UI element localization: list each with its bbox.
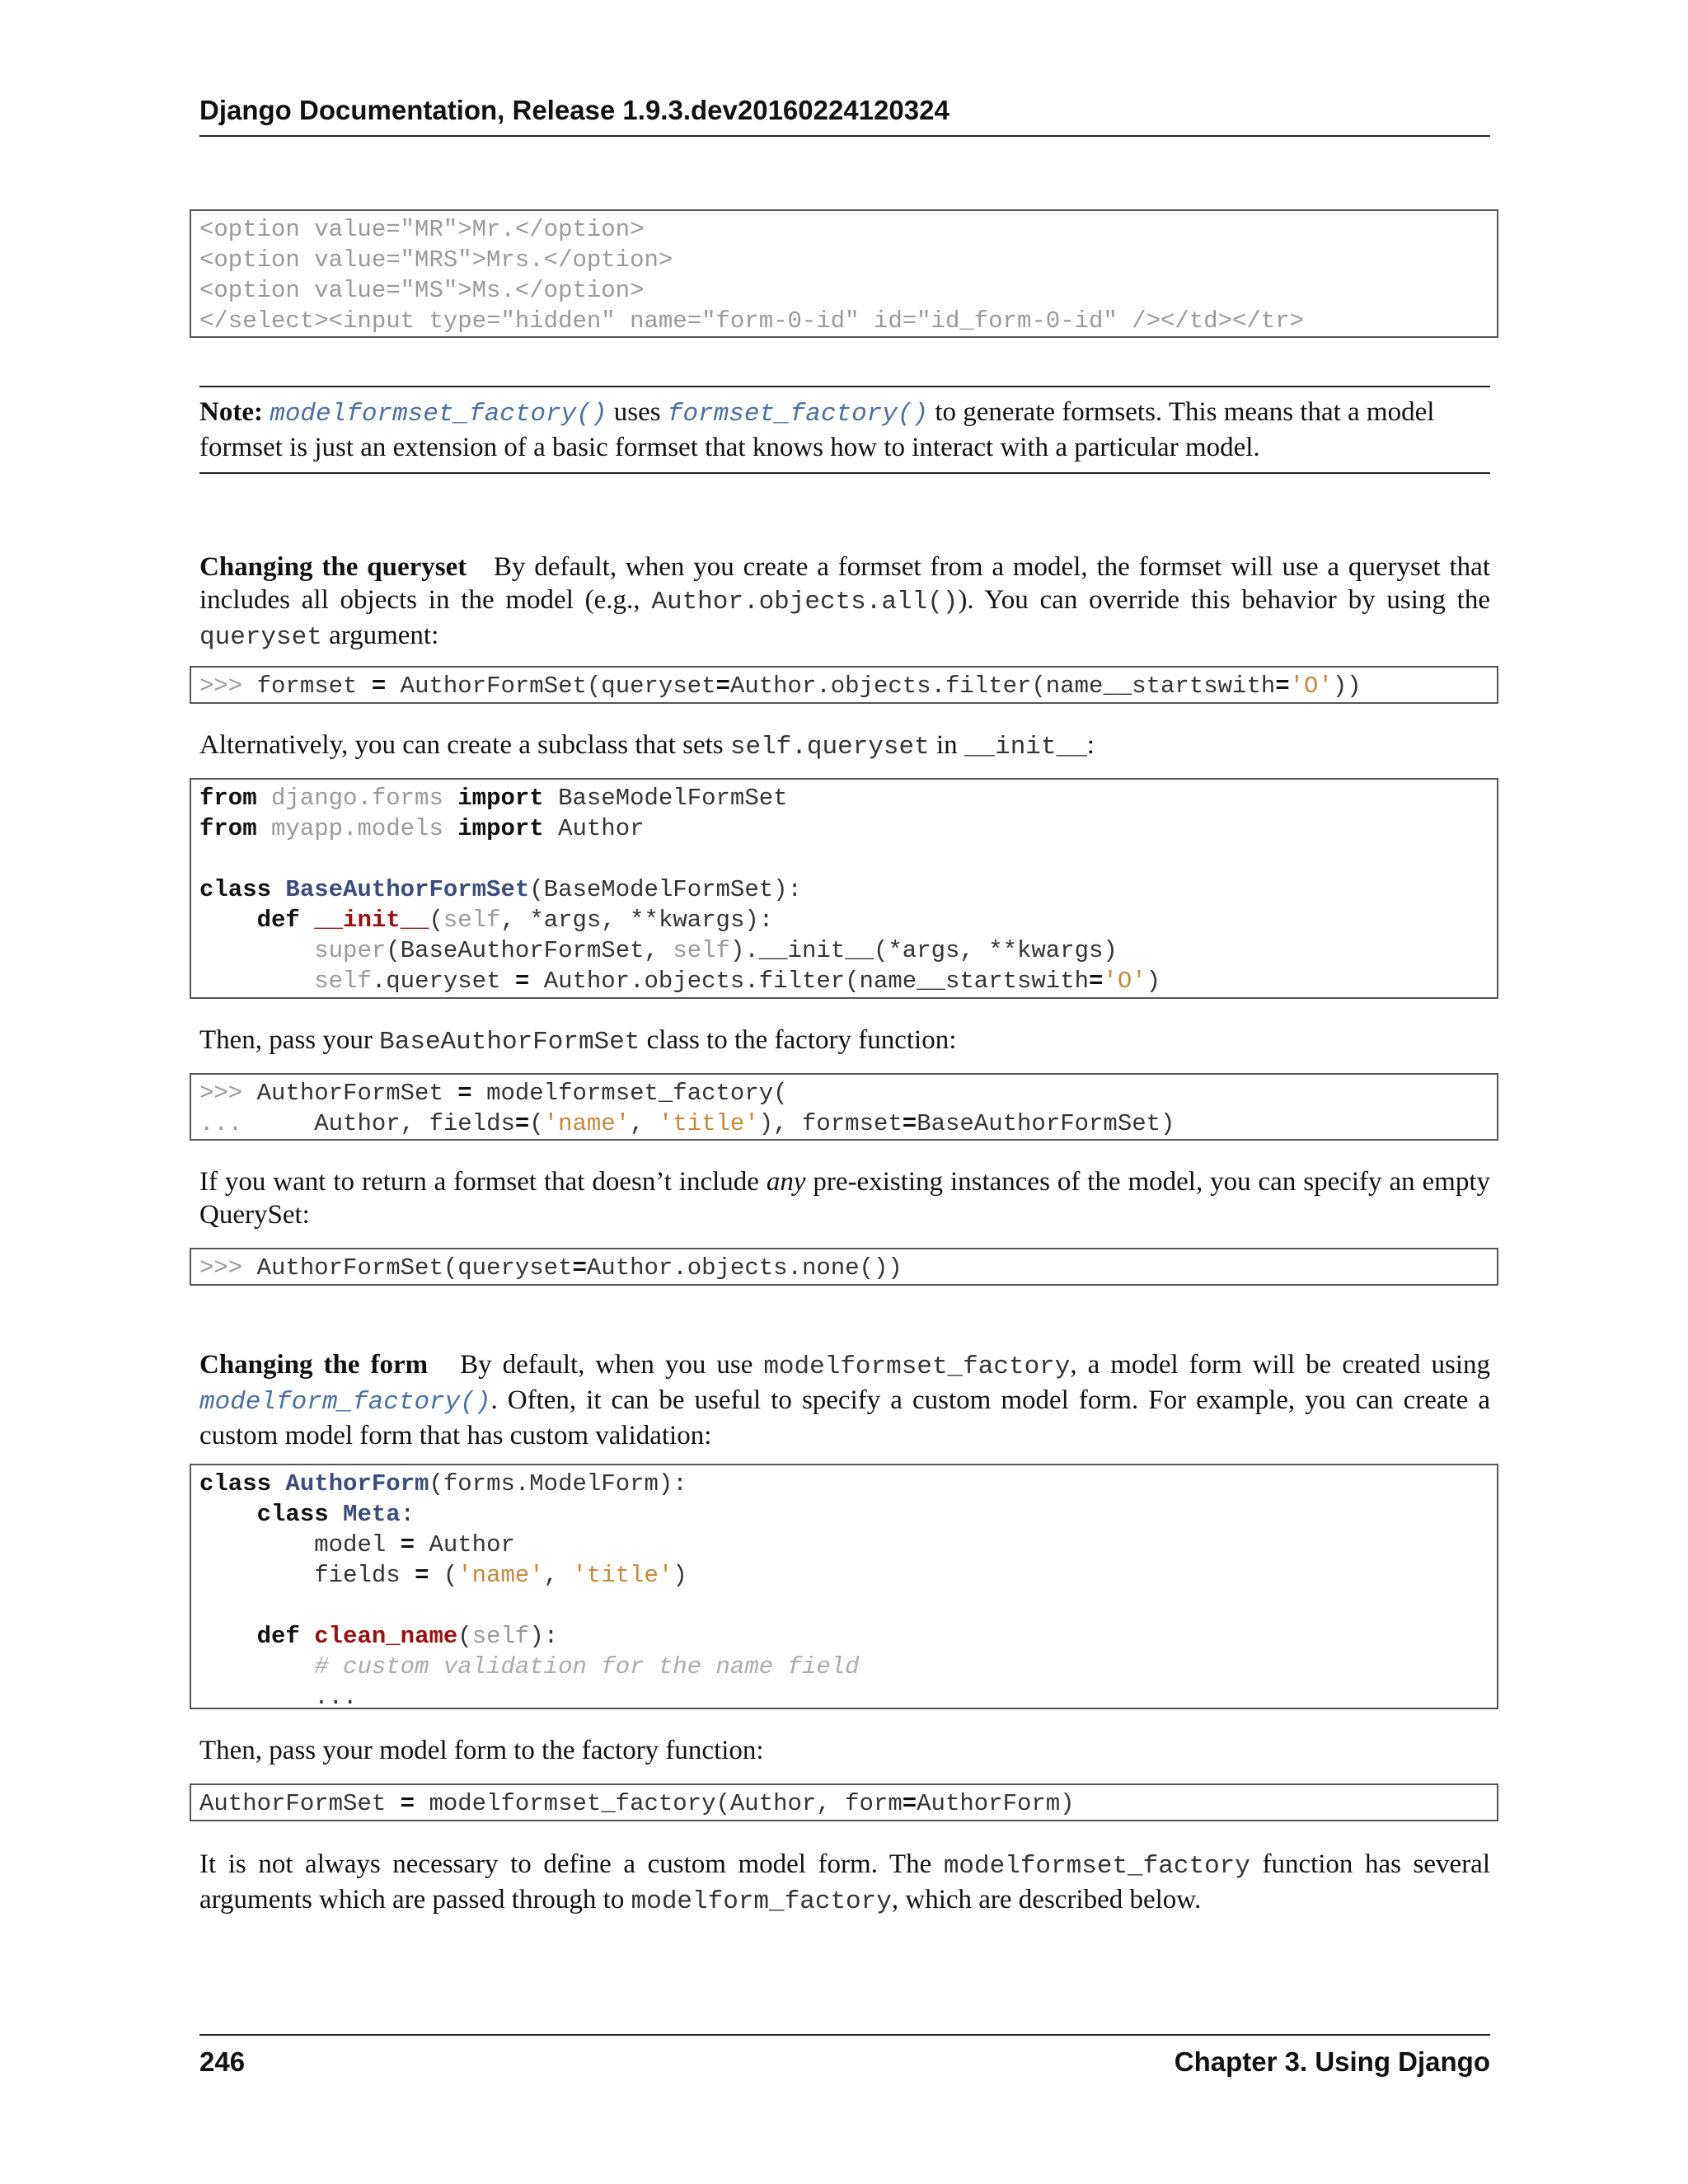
- link-formset-factory[interactable]: formset_factory(): [667, 400, 929, 429]
- string-literal: 'name': [543, 1110, 631, 1137]
- code-text: :: [400, 1501, 415, 1528]
- class-name: BaseAuthorFormSet: [285, 876, 530, 903]
- paragraph-text: ). You can override this behavior by using the: [958, 585, 1490, 615]
- inline-code: BaseAuthorFormSet: [379, 1028, 640, 1057]
- builtin: super: [314, 937, 387, 964]
- code-text: Author: [415, 1531, 515, 1558]
- code-text: (BaseModelFormSet):: [529, 876, 802, 903]
- keyword: from: [199, 785, 257, 812]
- operator: =: [371, 673, 387, 700]
- paragraph-changing-queryset: [199, 551, 1490, 654]
- paragraph-then-pass-class: [199, 1024, 1490, 1059]
- paragraph-not-necessary: [199, 1848, 1490, 1919]
- code-text: (BaseAuthorFormSet,: [386, 937, 673, 964]
- code-text: modelformset_factory(: [471, 1080, 788, 1107]
- code-text: ,: [543, 1562, 573, 1589]
- string-literal: 'O': [1289, 673, 1333, 700]
- string-literal: 'O': [1103, 968, 1146, 995]
- section-heading-form: Changing the form: [199, 1350, 429, 1380]
- paragraph-text: Then, pass your: [199, 1025, 380, 1055]
- code-text: Author.objects.filter(name__startswith: [529, 968, 1090, 995]
- code-line: </select><input type="hidden" name="form-0-id" id="id_form-0-id" /></td></tr>: [199, 307, 1305, 335]
- paragraph-text: function has several arguments which are passed through to: [199, 1849, 1491, 1915]
- code-text: ,: [630, 1110, 659, 1137]
- prompt: ...: [199, 1110, 315, 1137]
- code-text: fields: [314, 1562, 415, 1589]
- string-literal: 'name': [457, 1562, 544, 1589]
- function-name: __init__: [314, 907, 429, 934]
- code-block-author-form: [190, 1464, 1498, 1709]
- code-text: BaseModelFormSet: [543, 785, 788, 812]
- paragraph-text: , a model form will be created using: [1070, 1350, 1490, 1380]
- code-text: (: [429, 1562, 458, 1589]
- paragraph-text: By default, when you use: [460, 1350, 764, 1380]
- code-text: AuthorFormSet(queryset: [256, 1254, 573, 1282]
- string-literal: 'title': [658, 1110, 759, 1137]
- code-text: (: [429, 907, 443, 934]
- code-text: BaseAuthorFormSet): [917, 1110, 1175, 1137]
- inline-code: modelformset_factory: [763, 1352, 1071, 1381]
- code-text: AuthorFormSet: [256, 1080, 458, 1107]
- paragraph-then-pass-form: [199, 1734, 1490, 1767]
- paragraph-text: class to the factory function:: [640, 1025, 957, 1055]
- module-name: myapp.models: [256, 815, 458, 842]
- operator: =: [902, 1790, 917, 1817]
- code-text: ): [1146, 968, 1161, 995]
- code-text: Author.objects.filter(name__startswith: [729, 673, 1276, 700]
- inline-code: modelformset_factory: [943, 1852, 1250, 1881]
- paragraph-text: :: [1086, 730, 1095, 760]
- string-literal: 'title': [572, 1562, 673, 1589]
- page-number: 246: [199, 2046, 246, 2077]
- self-keyword: self: [673, 937, 730, 964]
- code-text: )): [1332, 673, 1362, 700]
- code-text: .queryset: [371, 968, 515, 995]
- code-block-factory-with-form: [190, 1783, 1498, 1821]
- paragraph-text: By default, when you create a formset from a model, the formset will use a queryset that includes all objects in the model (e.g.,: [199, 552, 1490, 615]
- code-block-queryset-none: [190, 1248, 1498, 1286]
- code-comment: # custom validation for the name field: [314, 1653, 860, 1680]
- inline-code: self.queryset: [729, 733, 930, 762]
- note-text: to generate formsets. This means that a model formset is just an extension of a basic formset that knows how to interact with a particular model.: [199, 397, 1435, 462]
- operator: =: [1089, 968, 1104, 995]
- code-text: modelformset_factory(Author, form: [415, 1790, 903, 1817]
- class-name: Meta: [343, 1501, 401, 1528]
- function-name: clean_name: [314, 1623, 458, 1650]
- code-text: ), formset: [758, 1110, 903, 1137]
- running-footer: [199, 2034, 1490, 2080]
- operator: =: [715, 673, 730, 700]
- paragraph-text: Alternatively, you can create a subclass that sets: [199, 730, 730, 760]
- operator: =: [457, 1080, 472, 1107]
- operator: =: [1275, 673, 1290, 700]
- code-text: AuthorFormSet(queryset: [386, 673, 716, 700]
- paragraph-text: pre-existing instances of the model, you can specify an empty QuerySet:: [199, 1167, 1490, 1230]
- class-name: AuthorForm: [285, 1470, 429, 1497]
- code-line: <option value="MS">Ms.</option>: [199, 277, 645, 304]
- code-text: (: [529, 1110, 544, 1137]
- operator: =: [902, 1110, 917, 1137]
- code-text: AuthorFormSet: [199, 1790, 401, 1817]
- code-text: , *args, **kwargs):: [500, 907, 774, 934]
- paragraph-text: , which are described below.: [891, 1885, 1202, 1915]
- keyword: class: [199, 876, 272, 903]
- inline-code: queryset: [199, 623, 322, 652]
- paragraph-text: in: [929, 730, 964, 760]
- code-line: <option value="MR">Mr.</option>: [199, 216, 645, 243]
- paragraph-changing-form: [199, 1348, 1490, 1452]
- code-text: formset: [256, 673, 372, 700]
- code-text: (forms.ModelForm):: [429, 1470, 687, 1497]
- code-text: model: [314, 1531, 401, 1558]
- operator: =: [514, 1110, 530, 1137]
- inline-code: __init__: [964, 733, 1087, 762]
- operator: =: [400, 1790, 415, 1817]
- code-text: Author.objects.none()): [586, 1254, 903, 1282]
- link-modelformset-factory[interactable]: modelformset_factory(): [270, 400, 607, 429]
- keyword: from: [199, 815, 257, 842]
- operator: =: [514, 968, 530, 995]
- self-keyword: self: [314, 968, 372, 995]
- emphasis: any: [766, 1167, 806, 1197]
- code-text: ): [673, 1562, 687, 1589]
- paragraph-text: It is not always necessary to define a custom model form. The: [199, 1849, 944, 1879]
- paragraph-text: . Often, it can be useful to specify a custom model form. For example, you can create a custom model form that has custom validation:: [199, 1385, 1490, 1451]
- paragraph-text: argument:: [321, 621, 439, 650]
- operator: =: [400, 1531, 415, 1558]
- code-line: <option value="MRS">Mrs.</option>: [199, 246, 673, 274]
- keyword: def: [256, 1623, 300, 1650]
- module-name: django.forms: [256, 785, 458, 812]
- paragraph-empty-queryset: [199, 1165, 1490, 1231]
- code-text: Author: [543, 815, 645, 842]
- code-block-filter-queryset: [190, 666, 1498, 704]
- operator: =: [415, 1562, 429, 1589]
- code-text: ...: [314, 1684, 358, 1709]
- prompt: >>>: [199, 673, 257, 700]
- self-keyword: self: [471, 1623, 530, 1650]
- keyword: import: [457, 785, 544, 812]
- note-text: uses: [607, 397, 668, 427]
- keyword: def: [256, 907, 300, 934]
- code-text: AuthorForm): [917, 1790, 1075, 1817]
- code-block-base-author-formset: [190, 778, 1498, 999]
- paragraph-text: Then, pass your model form to the factory function:: [199, 1736, 764, 1765]
- code-block-html-options: [190, 209, 1498, 338]
- inline-code: modelform_factory: [631, 1887, 892, 1916]
- prompt: >>>: [199, 1254, 257, 1282]
- keyword: import: [457, 815, 544, 842]
- keyword: class: [199, 1470, 272, 1497]
- link-modelform-factory[interactable]: modelform_factory(): [199, 1388, 491, 1417]
- note-label: Note:: [199, 397, 263, 427]
- code-text: Author, fields: [314, 1110, 515, 1137]
- operator: =: [572, 1254, 587, 1282]
- section-heading-queryset: Changing the queryset: [199, 552, 467, 582]
- running-header: Django Documentation, Release 1.9.3.dev20160224120324: [199, 92, 1490, 137]
- code-text: ).__init__(*args, **kwargs): [729, 937, 1118, 964]
- paragraph-text: If you want to return a formset that doesn’t include: [199, 1167, 767, 1197]
- code-text: (: [457, 1623, 472, 1650]
- inline-code: Author.objects.all(): [651, 588, 959, 616]
- code-block-modelformset-factory-call: [190, 1073, 1498, 1141]
- note-box: [199, 386, 1490, 474]
- prompt: >>>: [199, 1080, 257, 1107]
- code-text: ):: [529, 1623, 559, 1650]
- self-keyword: self: [443, 907, 501, 934]
- chapter-title: Chapter 3. Using Django: [1174, 2046, 1490, 2077]
- keyword: class: [256, 1501, 329, 1528]
- paragraph-alternatively: [199, 729, 1490, 764]
